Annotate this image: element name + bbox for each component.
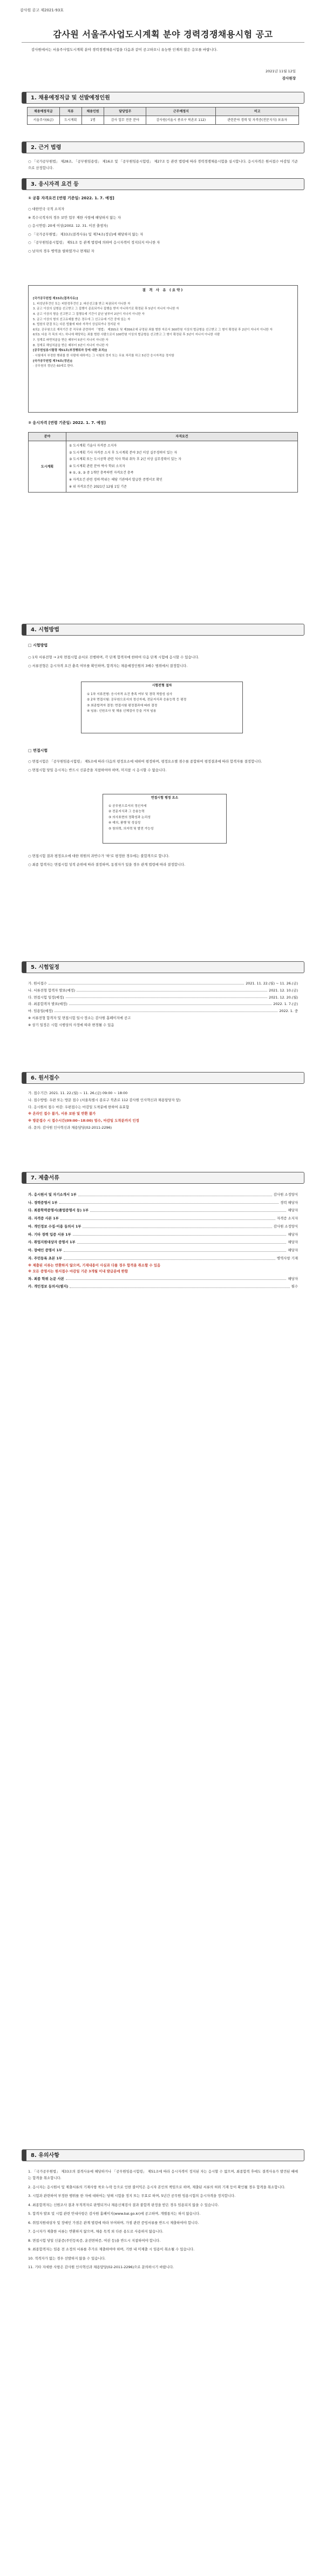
document-row xyxy=(28,1246,298,1255)
section-bar xyxy=(22,179,26,190)
page-title: 감사원 서울주사업도시계획 분야 경력경쟁채용시험 공고 xyxy=(53,29,273,39)
caution-item: 7. 응시자가 제출한 서류는 반환하지 않으며, 채용 목적 외 다른 용도로 사용하지 않습니다. xyxy=(28,2229,164,2234)
box-title: 결 격 사 유 (요약) xyxy=(142,288,184,292)
schedule-label: 나. 서류전형 합격자 발표(예정) xyxy=(28,988,76,993)
req-item: ※ 위 자격요건은 2021년 12월 1일 기준 xyxy=(69,484,127,489)
schedule-value: 2021. 12. 10.(금) xyxy=(269,988,298,993)
table-header-cell: 담당업무 xyxy=(104,107,146,116)
document-note: 감사원 소정양식 xyxy=(273,1224,298,1229)
box-line: [공무원임용시험령 제51조(부정행위자 등에 대한 조치)] xyxy=(33,349,107,353)
schedule-row xyxy=(28,994,298,1001)
document-row xyxy=(28,1283,298,1291)
document-note: 해당자 xyxy=(288,1276,298,1281)
caution-item: 9. 최종합격자는 임용 전 소정의 서류를 추가로 제출하여야 하며, 기한 내 미제출 시 임용이 취소될 수 있습니다. xyxy=(28,2247,195,2252)
table-cell: 감사원(서울시 종로구 북촌로 112) xyxy=(146,116,216,125)
qual-item: ○ 응시연령: 20세 이상(2002. 12. 31. 이전 출생자) xyxy=(28,224,108,228)
schedule-list xyxy=(28,980,298,1029)
notice-date: 2021년 11월 12일 xyxy=(265,69,296,73)
section-bar xyxy=(22,92,26,103)
intro-text: 감사원에서는 서울주사업도시계획 분야 경력경쟁채용시험을 다음과 같이 공고하오니 유능한 인재의 많은 응모를 바랍니다. xyxy=(31,48,218,52)
document-row xyxy=(28,1255,298,1263)
table-cell: 감사 업무 전문 분야 xyxy=(104,116,146,125)
law-text: ○ 「국가공무원법」 제28조, 「공무원임용령」 제16조 및 「공무원임용시험령」 제27조 등 관련 법령에 따라 경력경쟁채용시험을 실시합니다. 응시자격은 원서접수 마감일 기준으로 산정합니다. xyxy=(28,159,298,170)
table-row xyxy=(29,441,298,493)
position-table xyxy=(27,107,299,125)
caution-item: 2. 응시자는 응시원서 및 제출서류의 기재사항 착오·누락 등으로 인한 불이익은 응시자 본인의 책임으로 하며, 제출된 서류의 허위 기재 등이 확인될 경우 합격을 취소합니다. xyxy=(28,2184,286,2189)
document-row xyxy=(28,1191,298,1199)
flow-step: ② 2차 면접시험: 공무원으로서의 정신자세, 전문지식과 응용능력 등 평정 xyxy=(87,698,187,702)
notice-number: 감사원 공고 제2021-93호 xyxy=(20,8,64,12)
document-name: 다. 최종학력증명서(졸업증명서 등) 1부 xyxy=(28,1208,89,1213)
section-header-8 xyxy=(22,2149,304,2161)
document-name: 가. 응시원서 및 자기소개서 1부 xyxy=(28,1192,77,1197)
section-bar xyxy=(22,1073,26,1083)
exam-paragraph: ○ 서류전형은 응시자격 요건 충족 여부를 확인하며, 합격자는 채용예정인원의 3배수 범위에서 결정합니다. xyxy=(28,663,188,668)
eval-item: ① 공무원으로서의 정신자세 xyxy=(108,805,147,808)
issuing-org: 감사원장 xyxy=(282,76,296,80)
table-header-cell: 분야 xyxy=(29,433,66,441)
req-item: ④ 도시계획 관련 분야 박사 학위 소지자 xyxy=(69,464,125,468)
qual-item: ○ 남자의 경우 병역을 필하였거나 면제된 자 xyxy=(28,248,94,253)
table-header-cell: 채용인원 xyxy=(82,107,104,116)
eval-box xyxy=(103,794,227,844)
table-cell: 1명 xyxy=(82,116,104,125)
application-text xyxy=(28,1090,298,1131)
documents-list xyxy=(28,1191,298,1291)
section-bar xyxy=(22,2150,26,2161)
table-header-cell: 자격요건 xyxy=(66,433,298,441)
document-name: 카. 개인정보 동의서(별지) xyxy=(28,1284,69,1289)
document-name: 마. 개인정보 수집·이용 동의서 1부 xyxy=(28,1224,82,1229)
table-cell: 관련분야 경력 및 자격증(전문지식) 보유자 xyxy=(216,116,299,125)
req-item: ② 도시계획 기사 자격증 소지 후 도시계획 분야 3년 이상 실무경력이 있는 자 xyxy=(69,450,178,455)
exam-paragraph: ○ 면접시험은 「공무원임용시험령」 제5조에 따라 다음의 평정요소에 대하여 평정하며, 평정요소별 점수를 종합하여 평정결과에 따라 합격자를 결정합니다. xyxy=(28,759,262,764)
section-title: 3. 응시자격 요건 등 xyxy=(31,181,79,187)
section-title: 7. 제출서류 xyxy=(31,1175,59,1181)
requirements-cell xyxy=(66,441,298,493)
schedule-label: 라. 최종합격자 발표(예정) xyxy=(28,1002,67,1007)
schedule-value: 2022. 1. 7.(금) xyxy=(273,1002,298,1007)
section-header-5 xyxy=(22,961,304,973)
box-line: 5. 금고 이상의 형의 선고유예를 받은 경우에 그 선고유예 기간 중에 있는 자 xyxy=(33,318,131,321)
caution-item: 8. 면접시험 당일 신분증(주민등록증, 운전면허증, 여권 등)을 반드시 지참하여야 합니다. xyxy=(28,2238,161,2243)
exam-paragraph: ○ 1차 서류전형 → 2차 면접시험 순서로 진행하며, 각 단계 합격자에 한하여 다음 단계 시험에 응시할 수 있습니다. xyxy=(28,655,199,659)
field-cell: 도시계획 xyxy=(29,441,66,493)
caution-item: 6. 취업지원대상자 및 장애인 가점은 관계 법령에 따라 부여하며, 가점 관련 증빙서류를 반드시 제출하여야 합니다. xyxy=(28,2220,199,2225)
section-bar xyxy=(22,1172,26,1183)
schedule-label: 마. 임용일(예정) xyxy=(28,1009,53,1014)
flow-list xyxy=(87,692,238,714)
schedule-label: 다. 면접시험 일정(예정) xyxy=(28,995,64,1000)
table-header-cell: 근무예정지 xyxy=(146,107,216,116)
common-qual-list xyxy=(28,206,298,257)
req-item: ※ 자격요건 관련 경력·학위는 해당 기관에서 발급한 증명서로 확인 xyxy=(69,477,162,482)
exam-paragraph: ○ 면접시험 결과 평정요소에 대한 위원의 과반수가 '하'로 평정한 경우에는 불합격으로 합니다. xyxy=(28,854,169,858)
section-title: 1. 채용예정직급 및 선발예정인원 xyxy=(31,95,110,101)
document-row xyxy=(28,1223,298,1231)
caution-item: 11. 기타 자세한 사항은 감사원 인사혁신과 채용담당(02-2011-2296)으로 문의하시기 바랍니다. xyxy=(28,2265,174,2270)
schedule-row xyxy=(28,980,298,987)
caution-item: 5. 합격자 발표 및 시험 관련 안내사항은 감사원 홈페이지(www.bai.go.kr)에 공고하며, 개별통지는 하지 않습니다. xyxy=(28,2211,201,2216)
field-qual-heading: ② 응시자격 [연령 기준일: 2022. 1. 7. 예정] xyxy=(28,421,106,425)
disqualification-box xyxy=(28,285,298,413)
flow-step: ③ 최종합격자 결정: 면접시험 평정결과에 따라 결정 xyxy=(87,704,158,707)
document-row xyxy=(28,1199,298,1207)
document-name: 차. 최종 학위 논문 사본 xyxy=(28,1276,64,1281)
interview-text xyxy=(28,759,298,776)
cautions-list xyxy=(28,2168,298,2273)
caution-item: 4. 최종합격자는 신원조사 결과 부적격자로 판명되거나 채용신체검사 결과 불합격 판정을 받은 경우 임용되지 않을 수 있습니다. xyxy=(28,2202,219,2207)
document-note: 해당자 xyxy=(288,1240,298,1245)
box-content xyxy=(33,296,293,369)
schedule-row xyxy=(28,1001,298,1008)
qual-item: ○ 「국가공무원법」 제33조(결격사유) 및 제74조(정년)에 해당하지 않는 자 xyxy=(28,232,144,237)
caution-item: 3. 시험과 관련하여 부정한 행위를 한 자에 대하여는 당해 시험을 정지 또는 무효로 하며, 5년간 공무원 임용시험의 응시자격을 정지합니다. xyxy=(28,2194,236,2199)
documents-note: ※ 제출된 서류는 반환하지 않으며, 기재내용이 사실과 다를 경우 합격을 취소할 수 있음 xyxy=(28,1263,161,1267)
document-note: 경력 해당자 xyxy=(280,1200,298,1205)
interview-notes xyxy=(28,853,298,870)
req-item: ① 도시계획 기술사 자격증 소지자 xyxy=(69,444,117,448)
section-header-7 xyxy=(22,1172,304,1184)
schedule-note: ※ 서류전형 합격자 및 면접시험 일시·장소는 감사원 홈페이지에 공고 xyxy=(28,1016,131,1021)
exam-paragraph: ○ 최종 합격자는 면접시험 성적 순위에 따라 결정하며, 동점자가 있을 경우 관계 법령에 따라 결정합니다. xyxy=(28,862,186,867)
qualification-table xyxy=(28,432,298,493)
document-note: 자격증 소지자 xyxy=(276,1216,298,1221)
interview-heading: □ 면접시험 xyxy=(28,748,48,753)
document-name: 바. 기타 경력 입증 서류 1부 xyxy=(28,1232,71,1237)
section-bar xyxy=(22,142,26,153)
box-line: [국가공무원법 제33조(결격사유)] xyxy=(33,297,78,300)
eval-title: 면접시험 평정 요소 xyxy=(151,796,179,800)
table-header-cell: 채용예정직급 xyxy=(28,107,60,116)
document-note: 필수 xyxy=(291,1284,298,1289)
application-line: 라. 문의: 감사원 인사혁신과 채용담당(02-2011-2296) xyxy=(28,1125,112,1130)
flow-step: ① 1차 서류전형: 응시자격 요건 충족 여부 및 경력 적합성 심사 xyxy=(87,693,173,696)
section-title: 8. 유의사항 xyxy=(31,2153,59,2159)
box-line: 6의2. 공무원으로 재직기간 중 직무와 관련하여 「형법」 제355조 및 제356조에 규정된 죄를 범한 자로서 300만원 이상의 벌금형을 선고받고 그 형이 확정된 후 2년이 지나지 아니한 자 xyxy=(33,328,273,332)
section-header-3 xyxy=(22,178,304,190)
schedule-row xyxy=(28,987,298,994)
application-line: ※ 방문접수 시 접수시간(09:00~18:00) 엄수, 마감일 도착분까지 인정 xyxy=(28,1118,139,1123)
section-bar xyxy=(22,624,26,635)
schedule-note: ※ 상기 일정은 시험 시행상의 사정에 따라 변경될 수 있음 xyxy=(28,1022,114,1027)
document-note: 해당자 xyxy=(288,1208,298,1213)
table-header-row xyxy=(28,107,299,116)
caution-item: 1. 「국가공무원법」 제33조의 결격사유에 해당하거나 「공무원임용시험령」 제51조에 따라 응시자격이 정지된 자는 응시할 수 없으며, 최종합격 후에도 결격사유가 발견된 때에는 합격을 취소합니다. xyxy=(28,2169,298,2181)
document-name: 사. 취업지원대상자 증명서 1부 xyxy=(28,1240,76,1245)
section-header-2 xyxy=(22,141,304,153)
table-cell: 서울주사(6급) xyxy=(28,116,60,125)
eval-item: ④ 예의, 품행 및 성실성 xyxy=(108,821,141,825)
document-row xyxy=(28,1231,298,1239)
exam-paragraph: ○ 면접시험 당일 응시자는 반드시 신분증을 지참하여야 하며, 미지참 시 응시할 수 없습니다. xyxy=(28,767,167,772)
application-line: ※ 온라인 접수 불가, 서류 보완 및 반환 불가 xyxy=(28,1111,96,1116)
document-name: 자. 주민등록 초본 1부 xyxy=(28,1256,62,1260)
section-header-1 xyxy=(22,92,304,104)
box-line: 4. 금고 이상의 형을 선고받고 그 집행유예 기간이 끝난 날부터 2년이 지나지 아니한 자 xyxy=(33,312,145,316)
document-row xyxy=(28,1275,298,1283)
document-name: 아. 장애인 증명서 1부 xyxy=(28,1248,62,1253)
eval-item: ⑤ 창의력, 의지력 및 발전 가능성 xyxy=(108,827,154,831)
qual-item: ○ 「공무원임용시험령」 제51조 등 관계 법령에 의하여 응시자격이 정지되지 아니한 자 xyxy=(28,240,160,245)
document-row xyxy=(28,1215,298,1223)
exam-method-text xyxy=(28,655,298,671)
document-row xyxy=(28,1206,298,1215)
box-line: · 공무원의 정년은 60세로 한다. xyxy=(33,365,74,368)
qual-item: ※ 복수국적자의 경우 보안 업무 제한 사항에 해당하지 않는 자 xyxy=(28,215,121,220)
table-header-cell: 비고 xyxy=(216,107,299,116)
box-line: 6의3. 다음 각 목의 어느 하나에 해당하는 죄를 범한 사람으로서 100만원 이상의 벌금형을 선고받고 그 형이 확정된 후 3년이 지나지 아니한 사람 xyxy=(33,333,220,337)
box-line: · 시험에서 부정한 행위를 한 사람에 대하여는 그 시험의 정지 또는 무효 처리를 하고 5년간 응시자격을 정지함 xyxy=(33,354,174,358)
schedule-value: 2021. 12. 20.(월) xyxy=(269,995,298,1000)
box-line: 3. 금고 이상의 실형을 선고받고 그 집행이 종료되거나 집행을 받지 아니하기로 확정된 후 5년이 지나지 아니한 자 xyxy=(33,307,179,311)
eval-list xyxy=(108,804,222,832)
section-bar xyxy=(22,962,26,973)
box-line: 7. 징계로 파면처분을 받은 때부터 5년이 지나지 아니한 자 xyxy=(33,339,108,342)
document-note: 감사원 소정양식 xyxy=(273,1192,298,1197)
table-header-cell: 직류 xyxy=(59,107,82,116)
schedule-label: 가. 원서접수 xyxy=(28,981,47,986)
req-item: ※ ①, ②, ③ 중 1개만 충족하면 자격요건 충족 xyxy=(69,471,134,475)
application-line: 나. 접수방법: 우편 또는 방문 접수 (서울특별시 종로구 북촌로 112 감사원 인사혁신과 채용담당자 앞) xyxy=(28,1097,181,1102)
eval-item: ② 전문지식과 그 응용능력 xyxy=(108,810,145,814)
exam-flow-box xyxy=(81,682,243,733)
schedule-value: 2021. 11. 22.(월) ~ 11. 26.(금) xyxy=(246,981,298,986)
req-item: ③ 도시계획 또는 도시공학 관련 석사 학위 취득 후 2년 이상 실무경력이 있는 자 xyxy=(69,457,181,462)
application-line: 가. 접수기간: 2021. 11. 22.(월) ~ 11. 26.(금) 09:00 ~ 18:00 xyxy=(28,1091,128,1095)
section-title: 2. 근거 법령 xyxy=(31,145,62,151)
documents-note: ※ 모든 증명서는 원서접수 마감일 기준 3개월 이내 발급분에 한함 xyxy=(28,1269,128,1274)
flow-step: ④ 임용: 신원조사 및 채용 신체검사 등을 거쳐 임용 xyxy=(87,710,157,713)
document-name: 라. 자격증 사본 1부 xyxy=(28,1216,59,1221)
schedule-value: 2022. 1. 중 xyxy=(279,1009,298,1014)
table-header-row xyxy=(29,433,298,441)
document-name: 나. 경력증명서 1부 xyxy=(28,1200,58,1205)
table-row xyxy=(28,116,299,125)
eval-item: ③ 의사표현의 정확성과 논리성 xyxy=(108,815,151,819)
document-row xyxy=(28,1238,298,1246)
section-header-4 xyxy=(22,624,304,636)
section-title: 4. 시험방법 xyxy=(31,627,59,633)
section-title: 6. 원서접수 xyxy=(31,1075,59,1081)
box-line: 6. 법원의 판결 또는 다른 법률에 따라 자격이 상실되거나 정지된 자 xyxy=(33,323,120,327)
title-divider xyxy=(22,42,304,43)
box-line: 1. 피성년후견인 또는 피한정후견인 2. 파산선고를 받고 복권되지 아니한 자 xyxy=(33,302,131,306)
application-line: 다. 응시원서 접수 마감: 우편접수는 마감일 도착분에 한하여 유효함 xyxy=(28,1104,130,1109)
schedule-row xyxy=(28,1008,298,1015)
box-line: [국가공무원법 제74조(정년)] xyxy=(33,359,72,363)
caution-item: 10. 적격자가 없는 경우 선발하지 않을 수 있습니다. xyxy=(28,2256,106,2261)
box-line: 8. 징계로 해임처분을 받은 때부터 3년이 지나지 아니한 자 xyxy=(33,343,108,347)
document-note: 병역사항 기재 xyxy=(276,1256,298,1260)
qual-item: ○ 대한민국 국적 소지자 xyxy=(28,207,65,211)
exam-method-heading: □ 시험방법 xyxy=(28,643,48,648)
section-title: 5. 시험일정 xyxy=(31,965,59,970)
table-cell: 도시계획 xyxy=(59,116,82,125)
section-header-6 xyxy=(22,1072,304,1084)
flow-title: 시험전형 절차 xyxy=(152,684,172,687)
common-qual-heading: ① 공통 자격요건 [연령 기준일: 2022. 1. 7. 예정] xyxy=(28,196,114,200)
document-note: 해당자 xyxy=(288,1248,298,1253)
document-note: 해당자 xyxy=(288,1232,298,1237)
